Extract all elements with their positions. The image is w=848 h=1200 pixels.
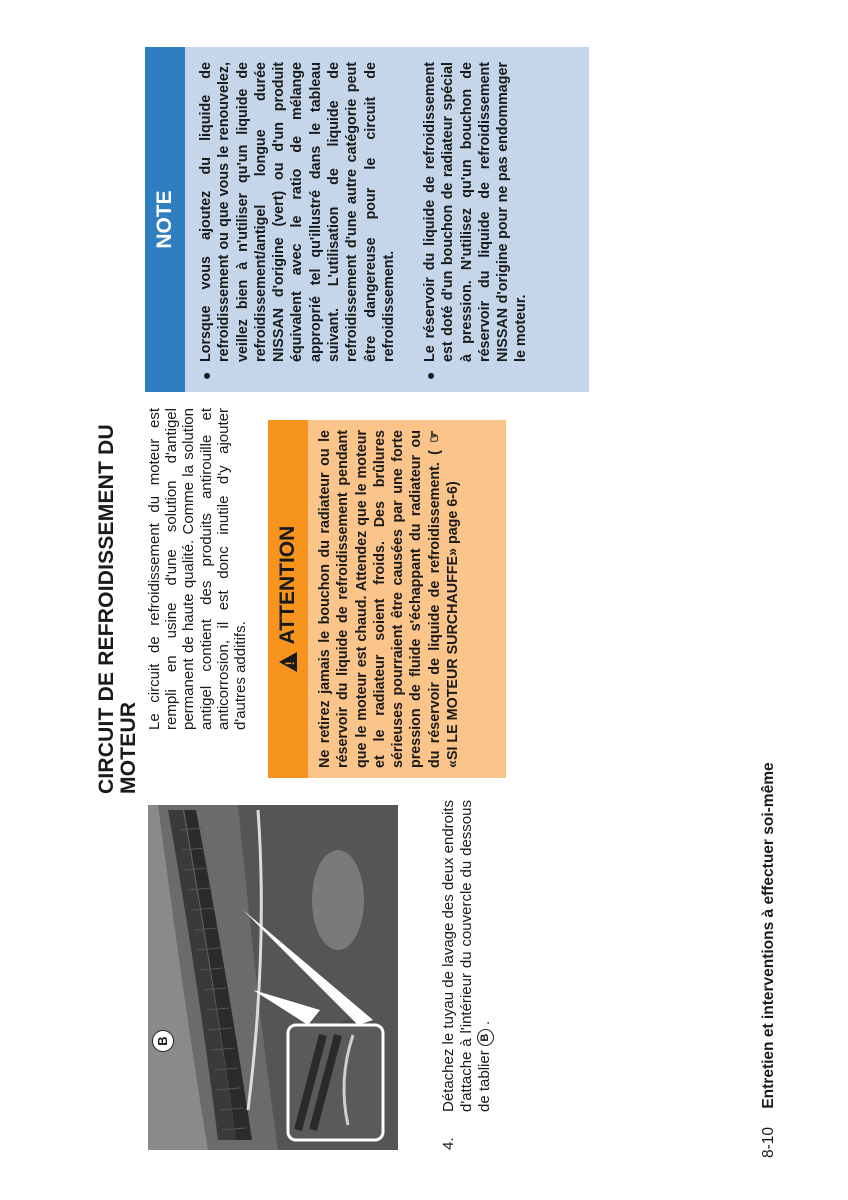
section-title: CIRCUIT DE REFROIDISSEMENT DU MOTEUR <box>95 424 140 794</box>
attention-text: Ne retirez jamais le bouchon du radiateur ou le réservoir du liquide de refroidissement pendant que le moteur est chaud. Attendez que le moteur et le radiateur soient froids. Des brûlures sérieuses pourraient être causées par une forte pression de fluide s'échappant du radiateur ou du réservoir de liquide de refroidissement. ( ☞ «SI LE MOTEUR SURCHAUFFE» page 6-6) <box>317 430 462 768</box>
engine-bay-illustration <box>148 805 398 1150</box>
warning-triangle-icon: ! <box>279 652 297 672</box>
footer-title: Entretien et interventions à effectuer soi-même <box>760 762 777 1109</box>
bullet-icon: ● <box>422 371 438 380</box>
callout-b-reference: B <box>477 1029 494 1046</box>
page-footer <box>760 458 778 1158</box>
page-number: 8-10 <box>760 1126 777 1158</box>
note-body <box>185 47 589 392</box>
note-header: NOTE <box>145 47 185 392</box>
step-text: Détachez le tuyau de lavage des deux endroits d'attache à l'intérieur du couvercle du dessous de tablier B . <box>440 800 493 1112</box>
step-number: 4. <box>440 1137 457 1150</box>
attention-body <box>308 420 506 778</box>
cowl-cover-drawing <box>148 805 398 1150</box>
bullet-icon: ● <box>198 371 214 380</box>
callout-b-marker: B <box>152 1030 174 1052</box>
note-item: ● Le réservoir du liquide de refroidissement est doté d'un bouchon de radiateur spécial à pression. N'utilisez qu'un bouchon de réservoir du liquide de refroidissement NISSAN d'origine pour ne pas endommager le moteur. <box>422 62 530 380</box>
attention-box <box>268 420 506 778</box>
note-box <box>145 47 589 392</box>
attention-label: ATTENTION <box>276 525 299 645</box>
attention-header <box>268 420 308 778</box>
section-body: Le circuit de refroidissement du moteur est rempli en usine d'une solution d'antigel permanent de haute qualité. Comme la solution antigel contient des produits antirouille et anticorrosion, il est donc inutile d'y ajouter d'autres additifs. <box>146 408 250 730</box>
note-item: ● Lorsque vous ajoutez du liquide de refroidissement ou que vous le renouvelez, veillez bien à n'utiliser qu'un liquide de refroidissement/antigel longue durée NISSAN d'origine (vert) ou d'un produit équivalent avec le ratio de mélange approprié tel qu'illustré dans le tableau suivant. L'utilisation de liquide de refroidissement d'une autre catégorie peut être dangereuse pour le circuit de refroidissement. <box>198 62 397 380</box>
